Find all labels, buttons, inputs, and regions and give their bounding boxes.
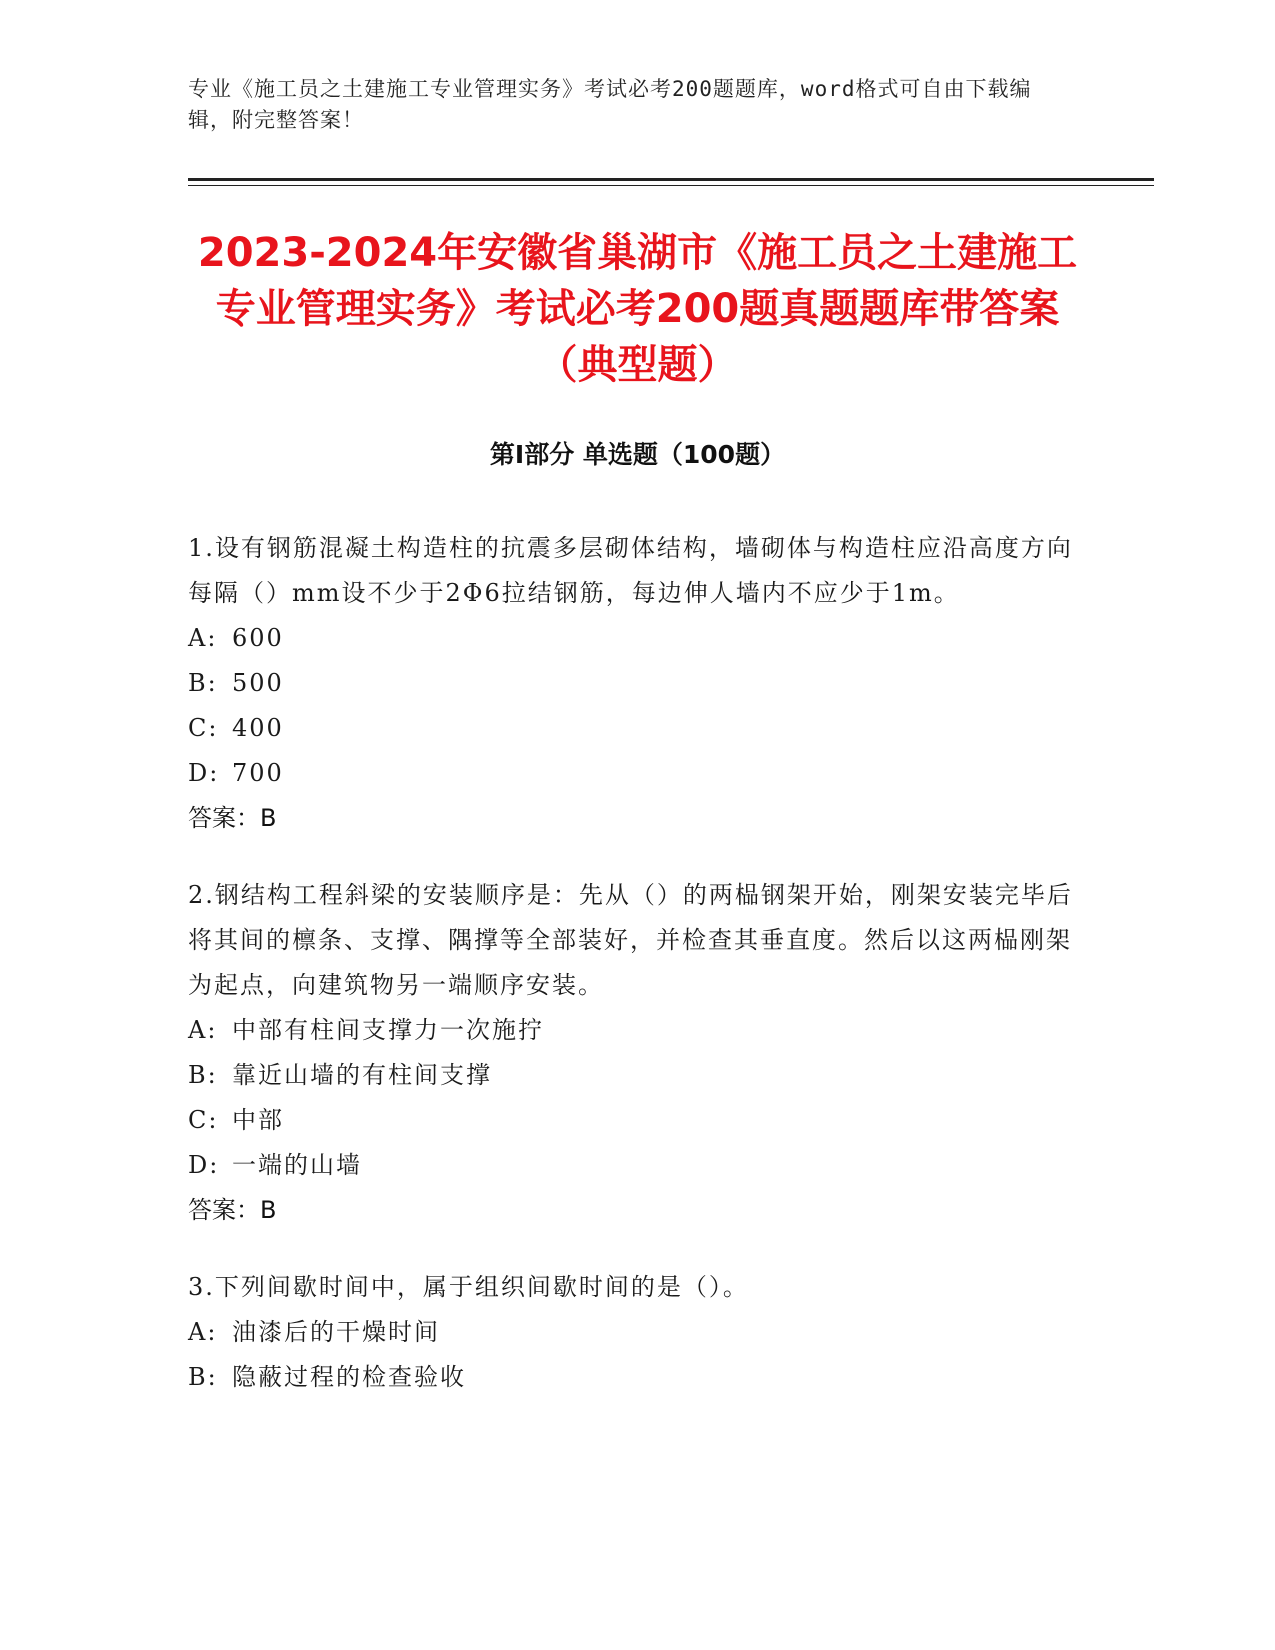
option-a	[188, 1008, 1088, 1053]
option-key: D:	[188, 1151, 220, 1179]
option-key: A:	[188, 1318, 218, 1346]
option-b	[188, 1355, 1088, 1400]
question-list	[188, 526, 1088, 1432]
option-c	[188, 706, 1088, 751]
option-key: C:	[188, 714, 219, 742]
header-note: 专业《施工员之土建施工专业管理实务》考试必考200题题库，word格式可自由下载编辑，附完整答案！	[188, 77, 1032, 132]
option-key: B:	[188, 669, 218, 697]
option-text: 一端的山墙	[232, 1151, 362, 1179]
option-key: C:	[188, 1106, 219, 1134]
option-a	[188, 616, 1088, 661]
option-key: A:	[188, 624, 218, 652]
answer-line: 答案：B	[188, 804, 277, 832]
section-heading: 第Ⅰ部分 单选题（100题）	[489, 440, 786, 469]
option-d	[188, 751, 1088, 796]
option-b	[188, 661, 1088, 706]
question-stem: 3.下列间歇时间中，属于组织间歇时间的是（）。	[188, 1273, 749, 1301]
option-text: 400	[232, 714, 284, 742]
option-text: 中部	[232, 1106, 284, 1134]
option-c	[188, 1098, 1088, 1143]
option-text: 700	[232, 759, 284, 787]
option-text: 600	[232, 624, 284, 652]
question-item	[188, 526, 1088, 841]
option-d	[188, 1143, 1088, 1188]
option-text: 500	[232, 669, 284, 697]
header-divider-thin	[188, 185, 1154, 186]
option-key: B:	[188, 1363, 218, 1391]
option-text: 隐蔽过程的检查验收	[232, 1363, 466, 1391]
question-stem: 2.钢结构工程斜梁的安装顺序是：先从（）的两榀钢架开始，刚架安装完毕后将其间的檩条、支撑、隅撑等全部装好，并检查其垂直度。然后以这两榀刚架为起点，向建筑物另一端顺序安装。	[188, 881, 1073, 999]
option-text: 中部有柱间支撑力一次施拧	[232, 1016, 544, 1044]
document-title: 2023-2024年安徽省巢湖市《施工员之土建施工专业管理实务》考试必考200题真题题库带答案（典型题）	[197, 230, 1078, 388]
option-text: 油漆后的干燥时间	[232, 1318, 440, 1346]
header-divider-thick	[188, 178, 1154, 181]
option-b	[188, 1053, 1088, 1098]
option-key: A:	[188, 1016, 218, 1044]
question-item	[188, 873, 1088, 1233]
question-item	[188, 1265, 1088, 1400]
option-key: B:	[188, 1061, 218, 1089]
question-stem: 1.设有钢筋混凝土构造柱的抗震多层砌体结构，墙砌体与构造柱应沿高度方向每隔（）mm设不少于2Φ6拉结钢筋，每边伸人墙内不应少于1m。	[188, 534, 1073, 607]
answer-line: 答案：B	[188, 1196, 277, 1224]
option-a	[188, 1310, 1088, 1355]
option-text: 靠近山墙的有柱间支撑	[232, 1061, 492, 1089]
option-key: D:	[188, 759, 220, 787]
